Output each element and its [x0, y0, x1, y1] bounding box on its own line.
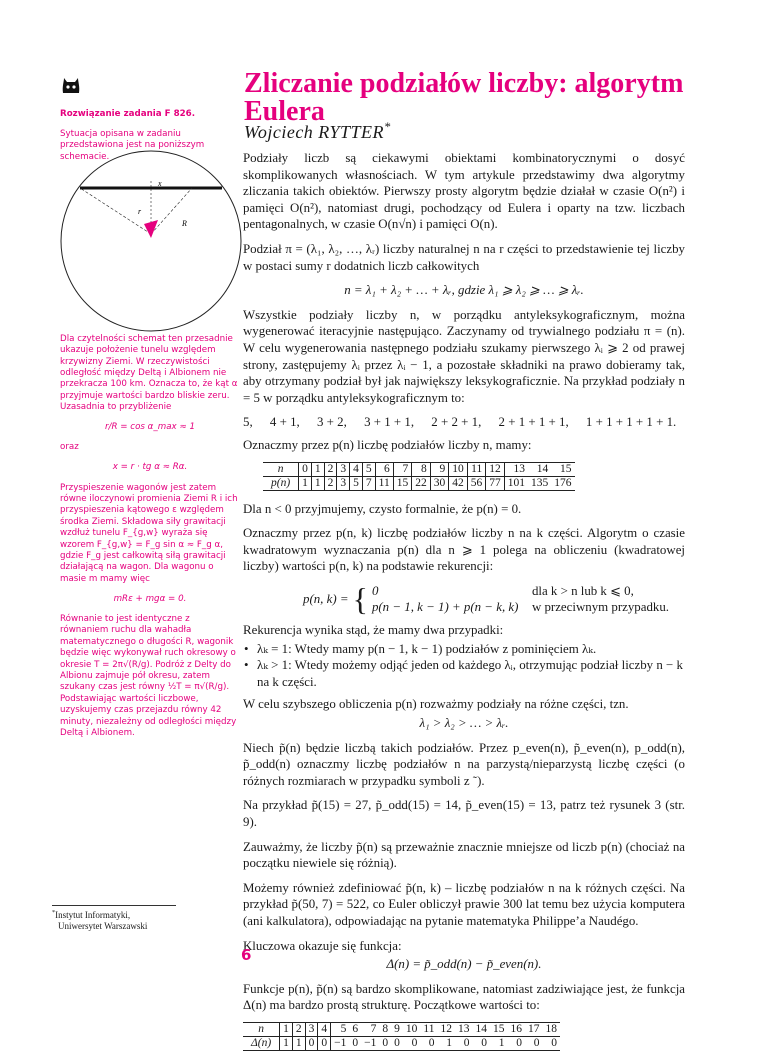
- table-cell: 22: [412, 476, 431, 490]
- paragraph-11: Zauważmy, że liczby p̃(n) są przeważnie znacznie mniejsze od liczb p(n) (chociaż na początku niewiele się różnią).: [243, 839, 685, 871]
- diagram-label-R: R: [182, 219, 187, 228]
- paragraph-7: Rekurencja wynika stąd, że mamy dwa przypadki:: [243, 623, 504, 638]
- table-cell: −1: [331, 1036, 350, 1050]
- delta-table: n 1 2 3 4 5 6 7 8 9 10 11 12 13 14 15 16 17 18 Δ(n) 1 1 0 0 −1 0 −1 0 0 0 0 1 0 0 1 0 0 0: [243, 1022, 560, 1051]
- equation-sum: n = λ₁ + λ₂ + … + λᵣ, gdzie λ₁ ⩾ λ₂ ⩾ … ⩾ λᵣ.: [344, 283, 584, 298]
- table-cell: 176: [551, 476, 574, 490]
- partition-count-table: n 0 1 2 3 4 5 6 7 8 9 10 11 12 13 14 15 p(n) 1 1 2 3 5 7 11 15 22 30 42 56 77 101 135 176: [263, 462, 575, 491]
- equation-distinct: λ₁ > λ₂ > … > λᵣ.: [419, 716, 509, 731]
- solution-intro: Sytuacja opisana w zadaniu przedstawiona jest na poniższym schemacie.: [60, 128, 205, 162]
- table-cell: 2: [292, 1022, 305, 1036]
- table-cell: 5: [331, 1022, 350, 1036]
- table-cell: 6: [349, 1022, 361, 1036]
- table-cell: 1: [280, 1022, 293, 1036]
- article-title: Zliczanie podziałów liczby: algorytm Eulera: [244, 68, 684, 127]
- table-cell: 12: [438, 1022, 456, 1036]
- table-cell: 1: [311, 462, 324, 476]
- table-cell: 0: [525, 1036, 543, 1050]
- table-cell: 0: [420, 1036, 437, 1050]
- sidebar-explanation: [60, 325, 240, 748]
- table-cell: 8: [412, 462, 431, 476]
- cases-list: [243, 641, 685, 691]
- paragraph-2: Podział π = (λ₁, λ₂, …, λᵣ) liczby naturalnej n na r części to przedstawienie tej liczby w postaci sumy r dodatnich liczb całkowitych: [243, 241, 685, 273]
- table-cell: 4: [350, 462, 363, 476]
- tunnel-diagram: [58, 148, 244, 334]
- table-cell: 0: [455, 1036, 473, 1050]
- table-cell: 11: [420, 1022, 437, 1036]
- table-cell: 18: [543, 1022, 561, 1036]
- table-cell: 2: [324, 476, 337, 490]
- case-item: • λₖ = 1: Wtedy mamy p(n − 1, k − 1) podziałów z pominięciem λₖ.: [257, 641, 685, 658]
- table-cell: 3: [305, 1022, 318, 1036]
- equation-delta: Δ(n) = p̃_odd(n) − p̃_even(n).: [386, 957, 542, 972]
- table-cell: 14: [473, 1022, 491, 1036]
- sidebar-note-1: Dla czytelności schemat ten przesadnie ukazuje położenie tunelu względem krzywizny Ziemi. W rzeczywistości odległość między Deltą i Albionem nie przekracza 100 km. Oznacza to, że kąt α przyjmuje wartości bardzo bliskie zeru. Uzasadnia to przybliżenie: [60, 333, 238, 413]
- table-cell: 1: [292, 1036, 305, 1050]
- paragraph-12: Możemy również zdefiniować p̃(n, k) – liczbę podziałów n na k różnych części. Na przykład p̃(50, 7) = 522, co Euler obliczył prawie 300 lat temu bez użycia komputera (ani kalkulatora), odpowiadając na pytanie matematyka Philippe’a Naudégo.: [243, 880, 685, 928]
- paragraph-8: W celu szybszego obliczenia p(n) rozważmy podziały na różne części, tzn.: [243, 697, 629, 712]
- table-cell: 0: [543, 1036, 561, 1050]
- table-cell: 15: [551, 462, 574, 476]
- table-cell: 7: [361, 1022, 379, 1036]
- table-cell: 101: [504, 476, 528, 490]
- table-cell: 0: [473, 1036, 491, 1050]
- paragraph-1: Podziały liczb są ciekawymi obiektami kombinatorycznymi o dosyć skomplikowanych własnościach. W tym artykule przedstawimy dwa algorytmy zliczania takich obiektów. Pierwszy prosty algorytm będzie działał w czasie O(n²) i pamięci O(n²), natomiast drugi, pochodzący od Eulera i oparty na tzw. liczbach pentagonalnych, w czasie O(n√n) i pamięci O(n).: [243, 151, 685, 232]
- table-cell: 10: [449, 462, 468, 476]
- table-cell: 1: [311, 476, 324, 490]
- paragraph-4: Oznaczmy przez p(n) liczbę podziałów liczby n, mamy:: [243, 437, 532, 452]
- table-cell: 15: [490, 1022, 508, 1036]
- table-cell: 0: [403, 1036, 421, 1050]
- case-item: • λₖ > 1: Wtedy możemy odjąć jeden od każdego λᵢ, otrzymując podział liczby n − k na k części.: [257, 657, 685, 690]
- table-cell: 13: [455, 1022, 473, 1036]
- article-body: [243, 150, 685, 1061]
- author-name: Wojciech RYTTER*: [244, 120, 391, 142]
- cat-logo-icon: [60, 76, 82, 94]
- table-cell: 14: [528, 462, 551, 476]
- table-cell: 7: [362, 476, 375, 490]
- paragraph-13: Kluczowa okazuje się funkcja:: [243, 938, 402, 953]
- table-cell: 0: [349, 1036, 361, 1050]
- sidebar-note-2: Przyspieszenie wagonów jest zatem równe iloczynowi promienia Ziemi R i ich przyspieszenia kątowego ε względem środka Ziemi. Składowa siły grawitacji wzdłuż tunelu F_{g,w} wyraża się wzorem F_{g,w} = F_g sin α ≈ F_g α, gdzie F_g jest całkowitą siłą grawitacji działającą na wagon. Dla wagonu o masie m mamy więc: [60, 482, 238, 584]
- paragraph-9: Niech p̃(n) będzie liczbą takich podziałów. Przez p_even(n), p̃_even(n), p_odd(n), p̃_odd(n) oznaczmy liczbę podziałów n na parzystą/nieparzystą liczbę części (o różnych rozmiarach w przypadku symboli z ˜).: [243, 740, 685, 788]
- paragraph-5: Dla n < 0 przyjmujemy, czysto formalnie, że p(n) = 0.: [243, 501, 522, 516]
- table-cell: 0: [305, 1036, 318, 1050]
- table-cell: 56: [467, 476, 486, 490]
- diagram-label-x: x: [158, 179, 162, 188]
- table-cell: 17: [525, 1022, 543, 1036]
- paragraph-3: Wszystkie podziały liczby n, w porządku antyleksykograficznym, można wygenerować iteracyjnie następująco. Zaczynamy od trywialnego podziału π = (n). W celu wygenerowania następnego podziału szukamy pierwszego λᵢ ⩾ 2 od prawej strony, zastępujemy λᵢ przez λᵢ − 1, a pozostałe składniki na prawo dobieramy tak, aby otrzymany podział był jak największy leksykograficznie. Na przykład podziały n = 5 w porządku antyleksykograficznym to:: [243, 307, 685, 405]
- sidebar-oraz: oraz: [60, 442, 79, 453]
- table-cell: 8: [379, 1022, 391, 1036]
- sidebar-note-3: Równanie to jest identyczne z równaniem ruchu dla wahadła matematycznego o długości R, wagonik będzie więc wykonywał ruch okresowy o okresie T = 2π√(R/g). Podróż z Delty do Albionu zajmuje pół okresu, zatem szukany czas jest równy ½T = π√(R/g). Podstawiając wartości liczbowe, uzyskujemy czas przejazdu równy 42 minuty, niezależny od odległości między Deltą i Albionem.: [60, 613, 237, 738]
- table-cell: 3: [337, 476, 350, 490]
- table-cell: 4: [318, 1022, 331, 1036]
- diagram-label-alpha: α: [147, 215, 151, 223]
- table-cell: 0: [379, 1036, 391, 1050]
- table-cell: 6: [375, 462, 393, 476]
- table-cell: 30: [430, 476, 449, 490]
- table-cell: 9: [391, 1022, 403, 1036]
- table-cell: 0: [299, 462, 312, 476]
- solution-heading: Rozwiązanie zadania F 826.: [60, 108, 196, 119]
- table-cell: 0: [318, 1036, 331, 1050]
- sidebar-eq-2: x = r · tg α ≈ Rα.: [112, 462, 188, 473]
- table-cell: 5: [362, 462, 375, 476]
- table-cell: 11: [375, 476, 393, 490]
- table-cell: 0: [508, 1036, 526, 1050]
- sidebar-eq-1: r/R = cos α_max ≈ 1: [104, 422, 196, 433]
- footnote-rule: [52, 905, 176, 906]
- table-cell: 16: [508, 1022, 526, 1036]
- table-cell: −1: [361, 1036, 379, 1050]
- table-cell: 135: [528, 476, 551, 490]
- table-cell: 10: [403, 1022, 421, 1036]
- table-cell: 11: [467, 462, 486, 476]
- table-cell: 9: [430, 462, 449, 476]
- page-number: 6: [241, 946, 252, 964]
- sidebar-eq-3: mRε + mgα = 0.: [113, 593, 187, 604]
- partitions-of-5: 5, 4 + 1, 3 + 2, 3 + 1 + 1, 2 + 2 + 1, 2 + 1 + 1 + 1, 1 + 1 + 1 + 1 + 1.: [243, 415, 677, 430]
- table-cell: 1: [490, 1036, 508, 1050]
- table-cell: 3: [337, 462, 350, 476]
- table-cell: 12: [486, 462, 505, 476]
- recurrence-formula: p(n, k) = { 0 dla k > n lub k ⩽ 0, p(n − 1, k − 1) + p(n − k, k) w przeciwnym przypadku.: [303, 581, 670, 618]
- paragraph-14: Funkcje p(n), p̃(n) są bardzo skomplikowane, natomiast zadziwiające jest, że funkcja Δ(n) ma bardzo prostą strukturę. Początkowe wartości to:: [243, 981, 685, 1013]
- table-cell: 7: [393, 462, 412, 476]
- diagram-label-r: r: [138, 207, 142, 216]
- footnote: *Instytut Informatyki, Uniwersytet Warszawski: [52, 909, 148, 931]
- table-cell: 2: [324, 462, 337, 476]
- paragraph-10: Na przykład p̃(15) = 27, p̃_odd(15) = 14, p̃_even(15) = 13, patrz też rysunek 3 (str. 9).: [243, 798, 685, 829]
- table-cell: 5: [350, 476, 363, 490]
- table-cell: 1: [438, 1036, 456, 1050]
- table-cell: 1: [280, 1036, 293, 1050]
- table-cell: 0: [391, 1036, 403, 1050]
- table-cell: 15: [393, 476, 412, 490]
- table-cell: 1: [299, 476, 312, 490]
- paragraph-6: Oznaczmy przez p(n, k) liczbę podziałów liczby n na k części. Algorytm o czasie kwadratowym wyznaczania p(n) dla n ⩾ 1 polega na obliczeniu (kwadratowej liczby) wartości p(n, k) na podstawie rekurencji:: [243, 526, 685, 574]
- table-cell: 42: [449, 476, 468, 490]
- table-cell: 13: [504, 462, 528, 476]
- table-cell: 77: [486, 476, 505, 490]
- brace-symbol: {: [352, 581, 368, 618]
